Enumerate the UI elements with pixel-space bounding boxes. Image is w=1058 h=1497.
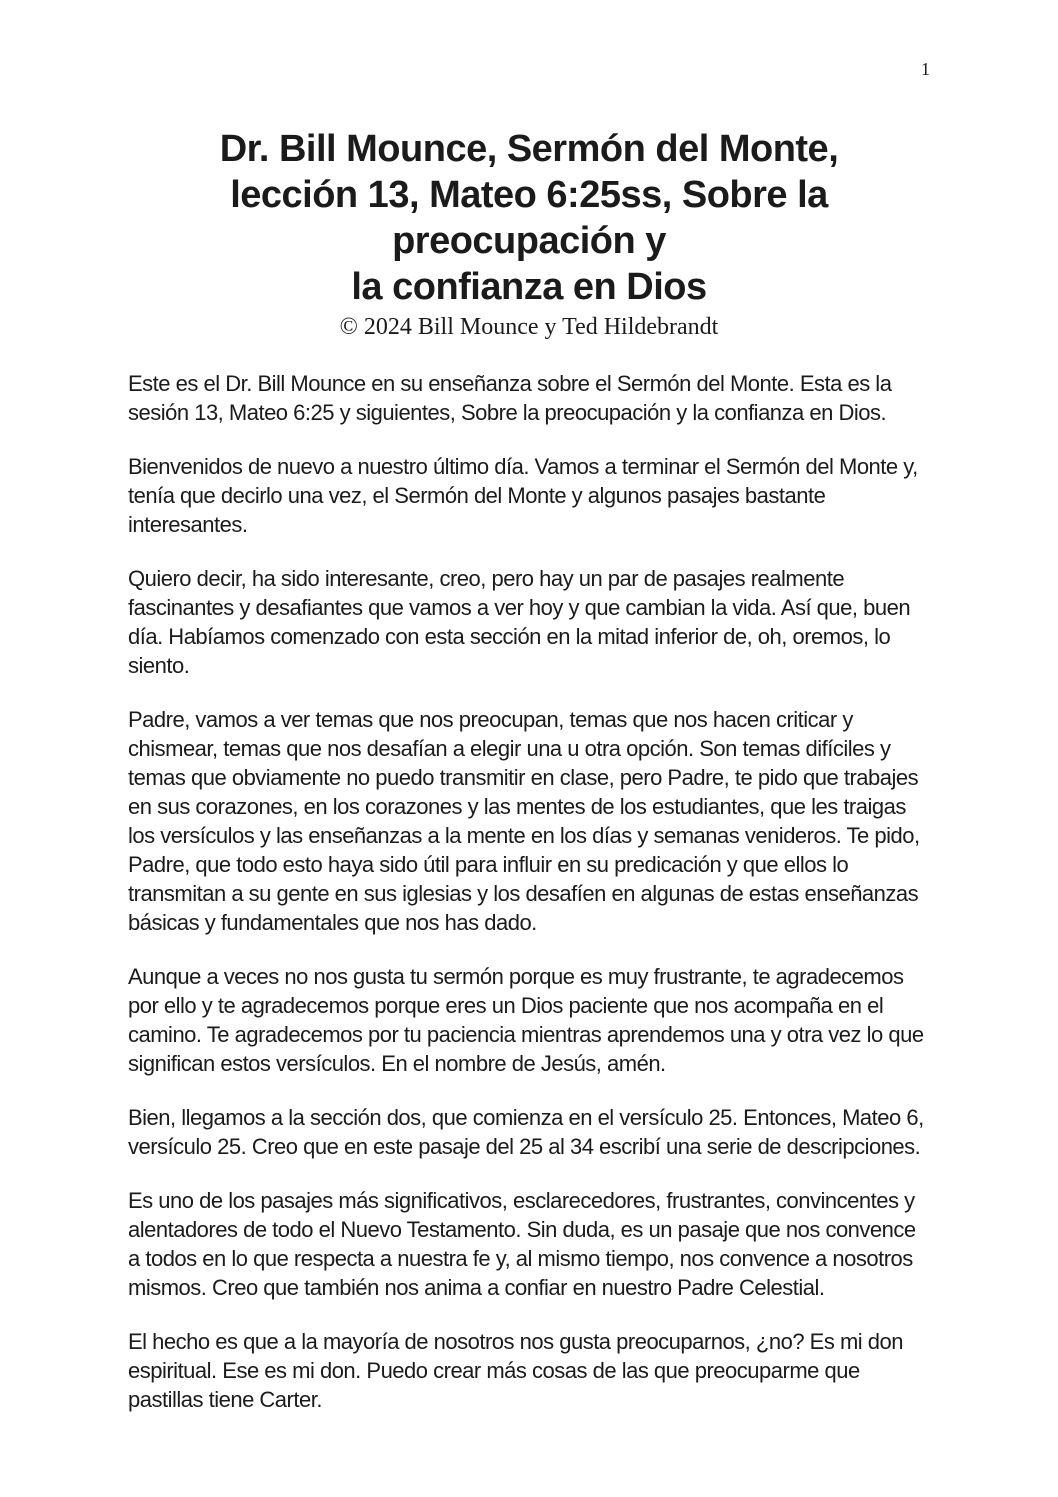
document-title: [128, 126, 930, 310]
page-number: 1: [921, 59, 930, 79]
paragraph-passages: Quiero decir, ha sido interesante, creo, pero hay un par de pasajes realmente fascinantes y desafiantes que vamos a ver hoy y que cambian la vida. Así que, buen día. Habíamos comenzado con esta sección en la mitad inferior de, oh, oremos, lo siento.: [128, 566, 911, 678]
paragraph-welcome: Bienvenidos de nuevo a nuestro último día. Vamos a terminar el Sermón del Monte y, tenía que decirlo una vez, el Sermón del Monte y algunos pasajes bastante interesantes.: [128, 454, 918, 537]
paragraph-intro: Este es el Dr. Bill Mounce en su enseñanza sobre el Sermón del Monte. Esta es la sesión 13, Mateo 6:25 y siguientes, Sobre la preocupación y la confianza en Dios.: [128, 371, 892, 425]
paragraph-significance: Es uno de los pasajes más significativos, esclarecedores, frustrantes, convincentes y alentadores de todo el Nuevo Testamento. Sin duda, es un pasaje que nos convence a todos en lo que respecta a nuestra fe y, al mismo tiempo, nos convence a nosotros mismos. Creo que también nos anima a confiar en nuestro Padre Celestial.: [128, 1188, 916, 1300]
copyright-line: © 2024 Bill Mounce y Ted Hildebrandt: [339, 314, 719, 340]
title-line-2: lección 13, Mateo 6:25ss, Sobre la preocupación y: [230, 174, 828, 262]
paragraph-section-two: Bien, llegamos a la sección dos, que comienza en el versículo 25. Entonces, Mateo 6, versículo 25. Creo que en este pasaje del 25 al 34 escribí una serie de descripciones.: [128, 1105, 924, 1159]
title-line-3: la confianza en Dios: [351, 266, 707, 308]
paragraph-thanks: Aunque a veces no nos gusta tu sermón porque es muy frustrante, te agradecemos por ello y te agradecemos porque eres un Dios paciente que nos acompaña en el camino. Te agradecemos por tu paciencia mientras aprendemos una y otra vez lo que significan estos versículos. En el nombre de Jesús, amén.: [128, 964, 924, 1076]
paragraph-prayer: Padre, vamos a ver temas que nos preocupan, temas que nos hacen criticar y chismear, temas que nos desafían a elegir una u otra opción. Son temas difíciles y temas que obviamente no puedo transmitir en clase, pero Padre, te pido que trabajes en sus corazones, en los corazones y las mentes de los estudiantes, que les traigas los versículos y las enseñanzas a la mente en los días y semanas venideros. Te pido, Padre, que todo esto haya sido útil para influir en su predicación y que ellos lo transmitan a su gente en sus iglesias y los desafíen en algunas de estas enseñanzas básicas y fundamentales que nos has dado.: [128, 707, 920, 935]
document-body: [128, 369, 930, 1414]
paragraph-worry: El hecho es que a la mayoría de nosotros nos gusta preocuparnos, ¿no? Es mi don espiritual. Ese es mi don. Puedo crear más cosas de las que preocuparme que pastillas tiene Carter.: [128, 1329, 903, 1412]
title-line-1: Dr. Bill Mounce, Sermón del Monte,: [219, 128, 839, 170]
